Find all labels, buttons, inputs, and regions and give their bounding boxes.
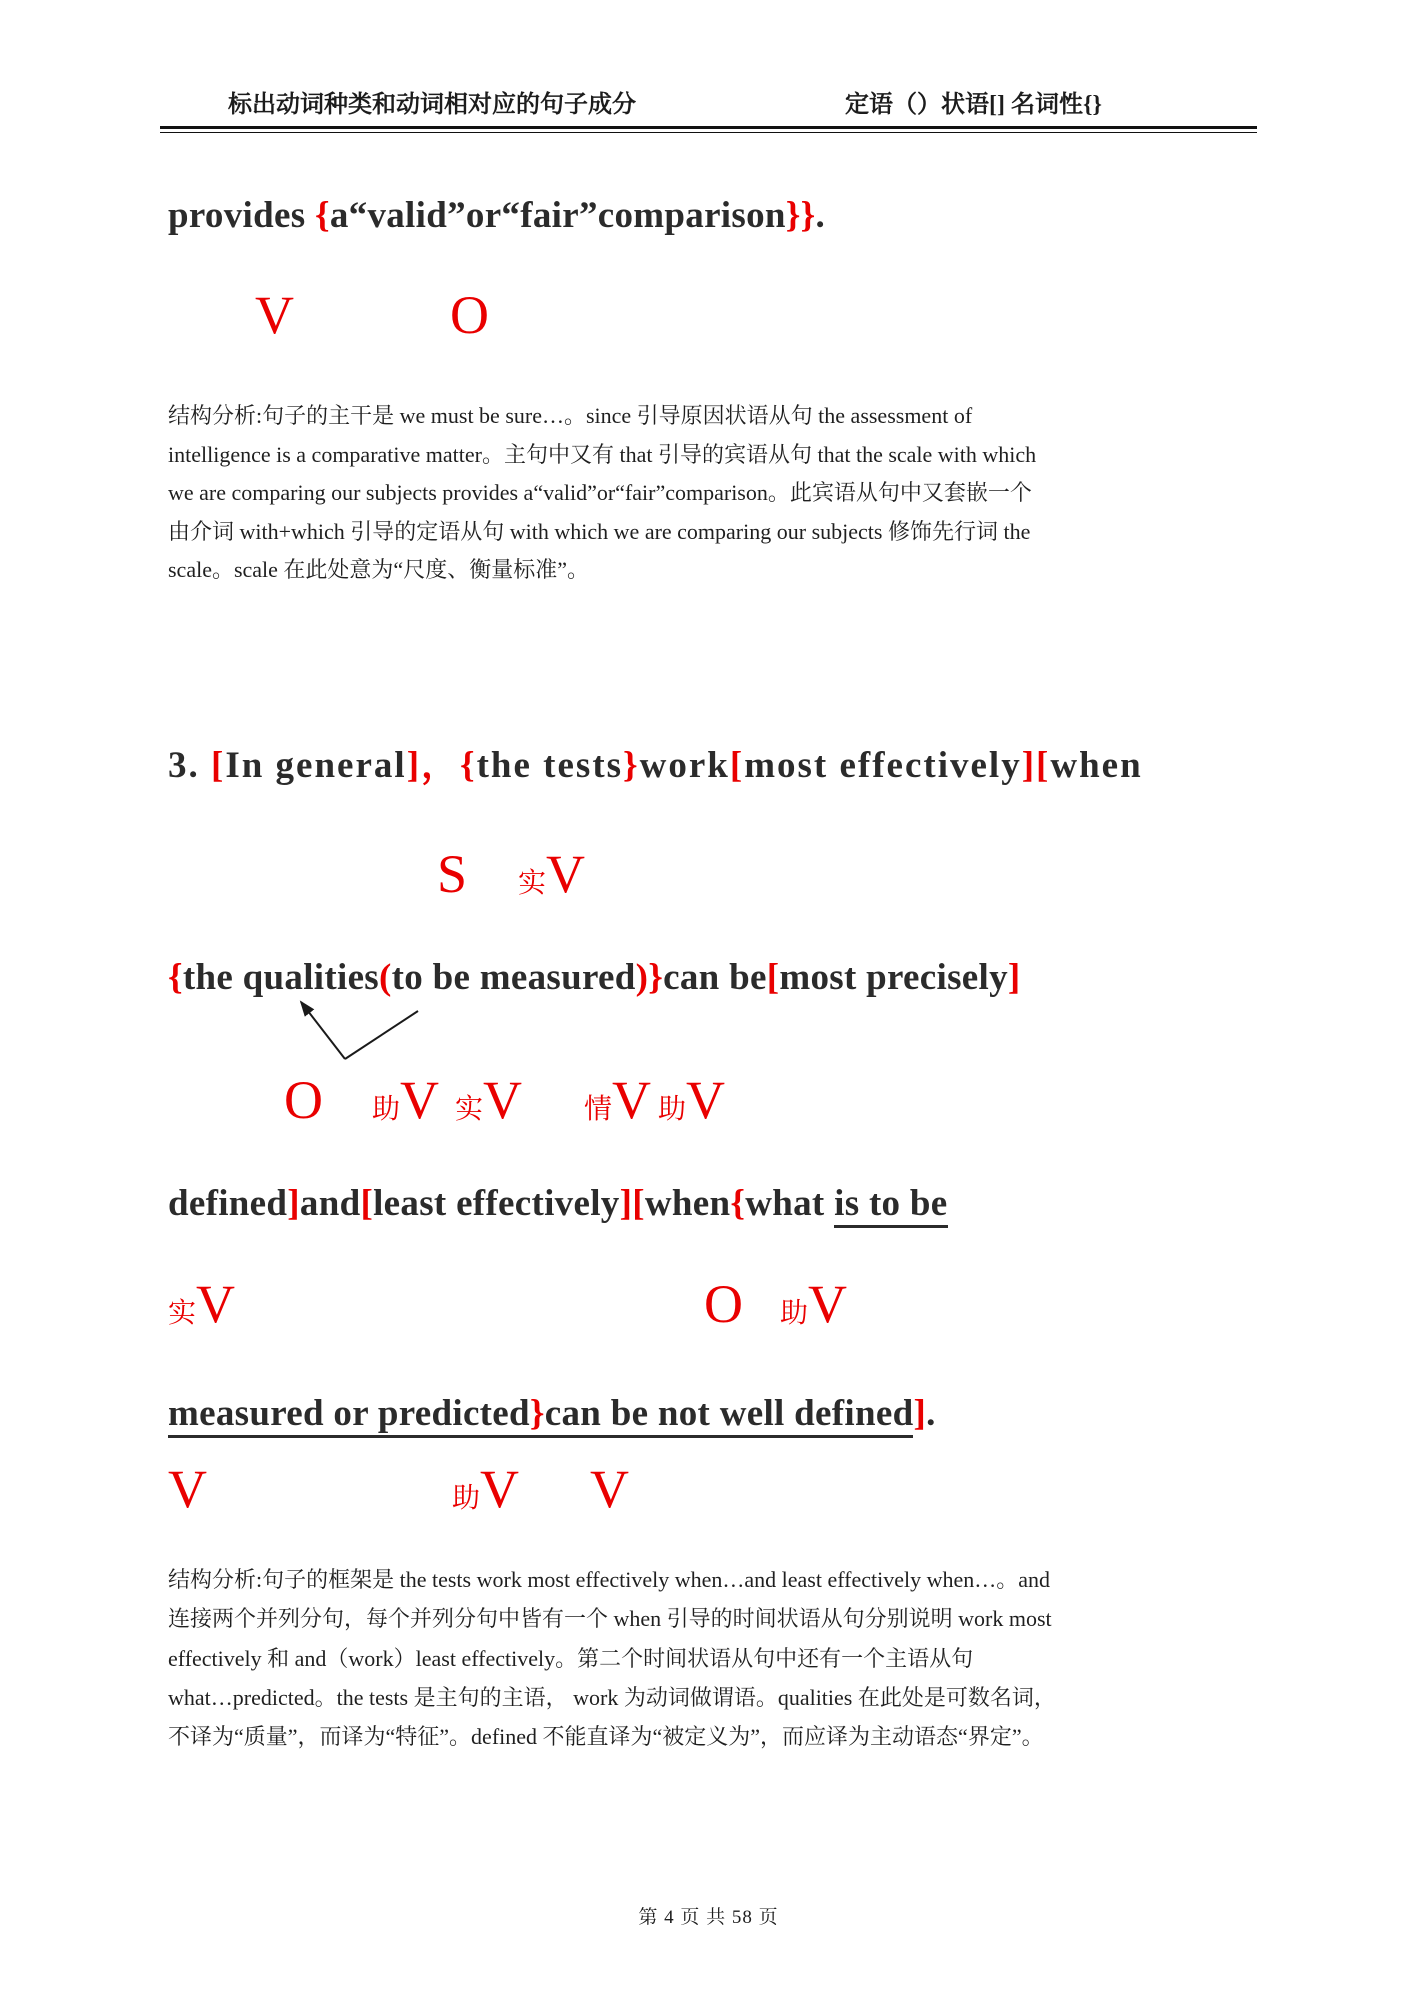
analysis-line: 结构分析:句子的框架是 the tests work most effectively when…and least effectively when…。and xyxy=(168,1567,1051,1592)
marker-prefix: 实 xyxy=(455,1094,484,1125)
verb-marker xyxy=(168,1459,207,1519)
marker-prefix: 实 xyxy=(168,1298,197,1329)
marker-letter: O xyxy=(450,285,489,345)
marker-letter: V xyxy=(400,1070,440,1130)
analysis-line: we are comparing our subjects provides a“valid”or“fair”comparison。此宾语从句中又套嵌一个 xyxy=(168,480,1032,505)
object-marker xyxy=(450,285,489,345)
page-number-footer: 第 4 页 共 58 页 xyxy=(638,1907,779,1928)
analysis-line: 由介词 with+which 引导的定语从句 with which we are comparing our subjects 修饰先行词 the xyxy=(168,518,1031,544)
marker-prefix: 助 xyxy=(780,1298,809,1329)
marker-letter: V xyxy=(686,1070,726,1130)
analysis-line: intelligence is a comparative matter。主句中又有 that 引导的宾语从句 that the scale with which xyxy=(168,441,1037,467)
analysis-paragraph-2 xyxy=(168,1560,1056,1756)
verb-marker xyxy=(590,1459,629,1519)
marker-letter: V xyxy=(483,1070,523,1130)
subject-marker xyxy=(437,844,468,904)
auxiliary-verb-marker xyxy=(780,1274,848,1334)
analysis-line: 结构分析:句子的主干是 we must be sure…。since 引导原因状语从句 the assessment of xyxy=(168,403,973,428)
sentence3-line1: 3. [In general]，{the tests}work[most effectively][when xyxy=(168,745,1143,786)
marker-letter: V xyxy=(168,1459,207,1519)
notional-verb-marker xyxy=(168,1274,236,1334)
header-rule xyxy=(160,126,1257,133)
header-right-label: 定语（）状语[] 名词性{} xyxy=(845,92,1102,118)
auxiliary-verb-marker xyxy=(452,1459,520,1519)
annotation-arrows-icon xyxy=(288,993,428,1065)
analysis-line: effectively 和 and（work）least effectively。第二个时间状语从句中还有一个主语从句 xyxy=(168,1645,974,1671)
marker-letter: V xyxy=(480,1459,520,1519)
object-marker xyxy=(284,1070,323,1130)
sentence2-fragment-line: provides {a“valid”or“fair”comparison}}. xyxy=(168,195,826,236)
analysis-paragraph-1 xyxy=(168,397,1036,590)
marker-letter: V xyxy=(255,285,294,345)
analysis-line: scale。scale 在此处意为“尺度、衡量标准”。 xyxy=(168,557,589,582)
sentence3-line2: {the qualities(to be measured)}can be[most precisely] xyxy=(168,957,1021,998)
notional-verb-marker xyxy=(518,844,586,904)
header-left-label: 标出动词种类和动词相对应的句子成分 xyxy=(228,92,636,118)
marker-prefix: 情 xyxy=(584,1094,613,1125)
analysis-line: what…predicted。the tests 是主句的主语， work 为动词做谓语。qualities 在此处是可数名词， xyxy=(168,1684,1056,1710)
auxiliary-verb-marker xyxy=(372,1070,440,1130)
sentence3-line3: defined]and[least effectively][when{what is to be xyxy=(168,1180,948,1228)
modal-verb-marker xyxy=(584,1070,652,1130)
analysis-line: 不译为“质量”，而译为“特征”。defined 不能直译为“被定义为”，而应译为主动语态“界定”。 xyxy=(168,1724,1044,1750)
marker-letter: V xyxy=(808,1274,848,1334)
auxiliary-verb-marker xyxy=(658,1070,726,1130)
marker-prefix: 助 xyxy=(658,1094,687,1125)
notional-verb-marker xyxy=(455,1070,523,1130)
marker-prefix: 助 xyxy=(452,1483,481,1514)
object-marker xyxy=(704,1274,743,1334)
marker-prefix: 实 xyxy=(518,868,547,899)
marker-letter: O xyxy=(704,1274,743,1334)
marker-letter: V xyxy=(196,1274,236,1334)
marker-prefix: 助 xyxy=(372,1094,401,1125)
marker-letter: S xyxy=(437,844,468,904)
marker-letter: V xyxy=(612,1070,652,1130)
analysis-line: 连接两个并列分句，每个并列分句中皆有一个 when 引导的时间状语从句分别说明 work most xyxy=(168,1606,1052,1632)
marker-letter: O xyxy=(284,1070,323,1130)
marker-letter: V xyxy=(590,1459,629,1519)
marker-letter: V xyxy=(546,844,586,904)
verb-marker xyxy=(255,285,294,345)
sentence3-line4: measured or predicted}can be not well defined]. xyxy=(168,1390,936,1438)
